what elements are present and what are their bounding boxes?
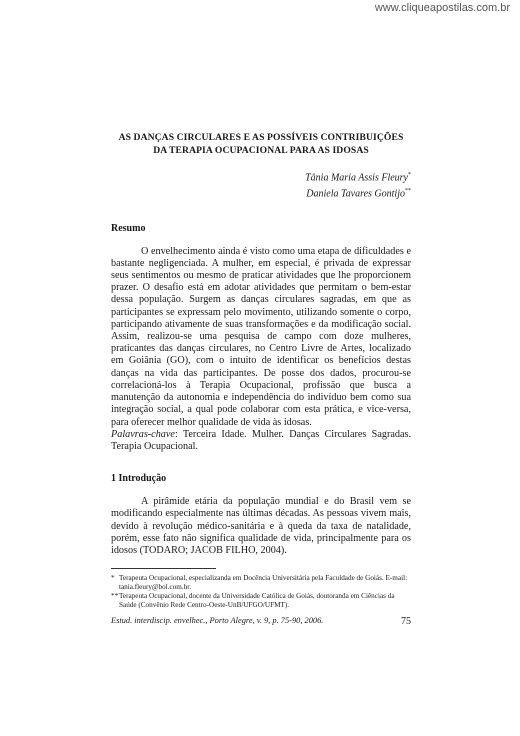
author-name: Tânia Maria Assis Fleury xyxy=(305,172,408,184)
page-footer xyxy=(111,616,411,627)
author-1 xyxy=(111,169,411,185)
site-watermark: www.cliqueapostilas.com.br xyxy=(374,2,510,14)
footnote-mark: ** xyxy=(111,591,119,600)
footnotes xyxy=(111,574,411,610)
footnote-divider xyxy=(111,568,216,569)
keywords-text: : Terceira Idade. Mulher. Danças Circulares Sagradas. Terapia Ocupacional. xyxy=(111,428,411,452)
footnote-1 xyxy=(111,574,411,592)
article-title: AS DANÇAS CIRCULARES E AS POSSÍVEIS CONTRIBUIÇÕES DA TERAPIA OCUPACIONAL PARA AS IDOSAS xyxy=(118,132,404,156)
author-mark: * xyxy=(408,172,411,178)
author-list xyxy=(111,169,411,201)
intro-text: A pirâmide etária da população mundial e do Brasil vem se modificando especialmente nas últimas décadas. As pessoas vivem mais, devido à revolução médico-sanitária e à queda da taxa de natalidade, porém, esse fato não significa qualidade de vida, principalmente para os idosos (TODARO; JACOB FILHO, 2004). xyxy=(111,496,411,557)
author-name: Daniela Tavares Gontijo xyxy=(306,188,405,200)
footnote-text: Terapeuta Ocupacional, especializanda em Docência Universitária pela Faculdade de Goiás. E-mail: tania.fleury@bol.com.br. xyxy=(119,573,408,591)
article-page xyxy=(111,132,411,610)
author-2 xyxy=(111,185,411,201)
keywords-label: Palavras-chave xyxy=(111,428,175,440)
keywords xyxy=(111,429,411,453)
footnote-text: Terapeuta Ocupacional, docente da Universidade Católica de Goiás, doutoranda em Ciências da Saúde (Convênio Rede Centro-Oeste-UnB/UFGO/UFMT). xyxy=(119,591,395,609)
abstract-heading: Resumo xyxy=(111,222,146,234)
intro-body xyxy=(111,496,411,557)
footer-citation: Estud. interdiscip. envelhec., Porto Alegre, v. 9, p. 75-90, 2006. xyxy=(111,616,324,625)
footnote-mark: * xyxy=(111,573,115,582)
author-mark: ** xyxy=(405,187,411,194)
abstract-body xyxy=(111,246,411,429)
page-number: 75 xyxy=(401,616,411,627)
abstract-text: O envelhecimento ainda é visto como uma etapa de dificuldades e bastante negligenciada. A mulher, em especial, é privada de expressar seus sentimentos ou mesmo de praticar atividades que lhe proporcionem prazer. O desafio está em adotar atividades que permitam o bem-estar dessa população. Surgem as danças circulares sagradas, em que as participantes se expressam pelo movimento, utilizando somente o corpo, participando ativamente de suas transformações e da modificação social. Assim, realizou-se uma pesquisa de campo com doze mulheres, praticantes das danças circulares, no Centro Livre de Artes, localizado em Goiânia (GO), com o intuito de identificar os benefícios destas danças na vida das participantes. De posse dos dados, procurou-se correlacioná-los à Terapia Ocupacional, profissão que busca a manutenção da autonomia e independência do indivíduo bem como sua integração social, a qual pode colaborar com esta prática, e vice-versa, para oferecer melhor qualidade de vida às idosas. xyxy=(111,245,411,428)
footnote-2 xyxy=(111,592,411,610)
intro-heading: 1 Introdução xyxy=(111,473,167,485)
